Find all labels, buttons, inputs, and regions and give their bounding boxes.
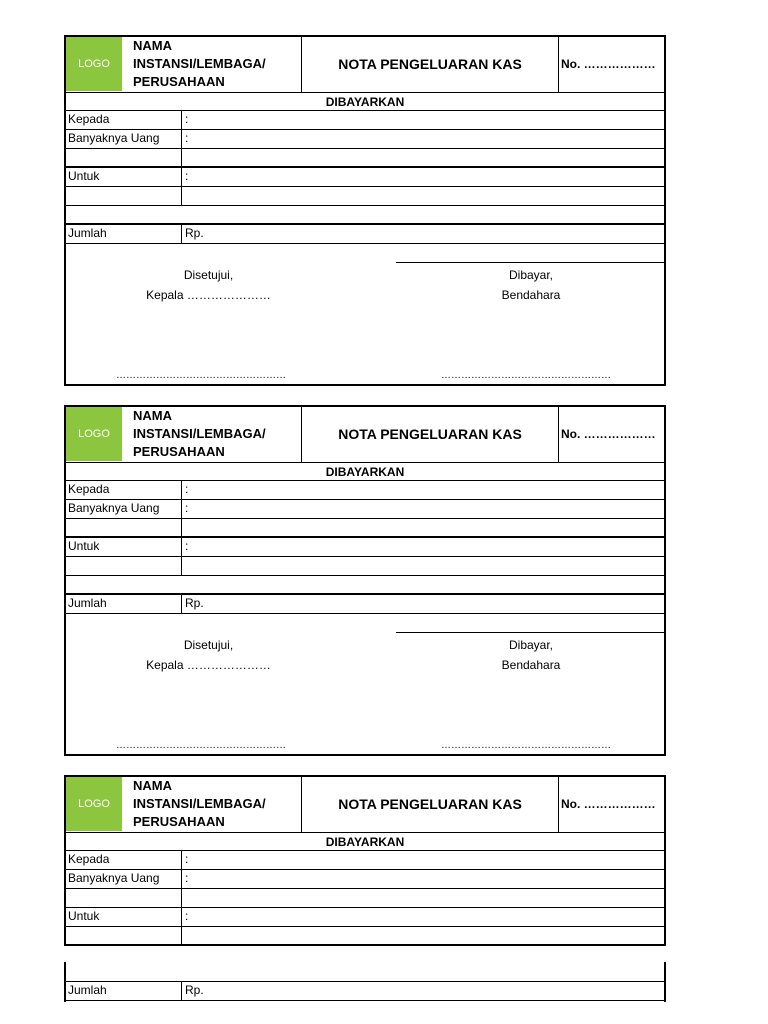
- untuk-row-2: [66, 187, 664, 206]
- banyaknya-row: [66, 130, 664, 149]
- organization-name: [133, 407, 301, 461]
- untuk-row: [66, 168, 664, 187]
- jumlah-label: Jumlah: [68, 226, 107, 240]
- section-title-text: DIBAYARKAN: [325, 465, 405, 479]
- banyaknya-label: Banyaknya Uang: [68, 131, 160, 145]
- divider: [181, 187, 182, 205]
- signature-area: [66, 244, 664, 384]
- form-header: [66, 37, 664, 93]
- jumlah-row: [66, 225, 664, 244]
- untuk-label: Untuk: [68, 909, 100, 923]
- treasurer-signature-line[interactable]: ……………………………………………: [441, 370, 611, 381]
- divider: [181, 927, 182, 946]
- org-line-1: NAMA: [133, 408, 172, 423]
- section-title-text: DIBAYARKAN: [325, 95, 405, 109]
- voucher-number: No. ………………: [561, 57, 656, 71]
- divider: [181, 111, 182, 129]
- jumlah-row: [66, 595, 664, 614]
- cash-voucher-form-3-continued: [64, 962, 666, 1002]
- head-label: Kepala …………………: [146, 288, 271, 302]
- head-label: Kepala …………………: [146, 658, 271, 672]
- form-title: NOTA PENGELUARAN KAS: [338, 796, 522, 812]
- form-title: NOTA PENGELUARAN KAS: [338, 426, 522, 442]
- divider: [396, 262, 664, 263]
- cash-voucher-form-3: [64, 775, 666, 946]
- untuk-label: Untuk: [68, 539, 100, 553]
- approved-label: Disetujui,: [183, 638, 234, 652]
- org-line-3: PERUSAHAAN: [133, 444, 225, 459]
- banyaknya-label: Banyaknya Uang: [68, 501, 160, 515]
- untuk-row: [66, 538, 664, 557]
- untuk-row: [66, 908, 664, 927]
- untuk-field[interactable]: :: [185, 909, 189, 923]
- cash-voucher-form-1: [64, 35, 666, 386]
- form-header: [66, 777, 664, 833]
- divider: [558, 37, 559, 92]
- logo-placeholder: LOGO: [66, 777, 122, 831]
- banyaknya-field[interactable]: :: [185, 501, 189, 515]
- section-title: [66, 93, 664, 111]
- divider: [181, 908, 182, 926]
- jumlah-row: [66, 982, 664, 1001]
- blank-row: [66, 206, 664, 225]
- section-title-text: DIBAYARKAN: [325, 835, 405, 849]
- org-line-3: PERUSAHAAN: [133, 74, 225, 89]
- divider: [181, 168, 182, 186]
- divider: [396, 632, 664, 633]
- head-signature-line[interactable]: ……………………………………………: [116, 370, 286, 381]
- blank-row: [66, 962, 664, 982]
- banyaknya-row: [66, 870, 664, 889]
- org-line-2: INSTANSI/LEMBAGA/: [133, 56, 266, 71]
- voucher-number: No. ………………: [561, 427, 656, 441]
- treasurer-signature-line[interactable]: ……………………………………………: [441, 740, 611, 751]
- untuk-label: Untuk: [68, 169, 100, 183]
- divider: [558, 777, 559, 832]
- banyaknya-label: Banyaknya Uang: [68, 871, 160, 885]
- untuk-field[interactable]: :: [185, 169, 189, 183]
- divider: [181, 519, 182, 536]
- divider: [181, 538, 182, 556]
- treasurer-label: Bendahara: [501, 288, 561, 302]
- kepada-row: [66, 111, 664, 130]
- logo-placeholder: LOGO: [66, 37, 122, 91]
- untuk-row-2: [66, 557, 664, 576]
- banyaknya-row: [66, 500, 664, 519]
- banyaknya-field[interactable]: :: [185, 871, 189, 885]
- untuk-row-2: [66, 927, 664, 946]
- form-title: NOTA PENGELUARAN KAS: [338, 56, 522, 72]
- approved-label: Disetujui,: [183, 268, 234, 282]
- treasurer-label: Bendahara: [501, 658, 561, 672]
- banyaknya-row-2: [66, 149, 664, 168]
- banyaknya-field[interactable]: :: [185, 131, 189, 145]
- divider: [181, 982, 182, 1000]
- organization-name: [133, 37, 301, 91]
- kepada-label: Kepada: [68, 852, 110, 866]
- form-header: [66, 407, 664, 463]
- paid-label: Dibayar,: [508, 268, 554, 282]
- divider: [181, 149, 182, 166]
- kepada-field[interactable]: :: [185, 482, 189, 496]
- kepada-row: [66, 851, 664, 870]
- divider: [181, 500, 182, 518]
- divider: [181, 130, 182, 148]
- untuk-field[interactable]: :: [185, 539, 189, 553]
- kepada-label: Kepada: [68, 482, 110, 496]
- kepada-label: Kepada: [68, 112, 110, 126]
- divider: [181, 851, 182, 869]
- organization-name: [133, 777, 301, 831]
- paid-label: Dibayar,: [508, 638, 554, 652]
- org-line-2: INSTANSI/LEMBAGA/: [133, 426, 266, 441]
- divider: [181, 870, 182, 888]
- cash-voucher-form-2: [64, 405, 666, 756]
- divider: [181, 225, 182, 243]
- logo-placeholder: LOGO: [66, 407, 122, 461]
- kepada-field[interactable]: :: [185, 112, 189, 126]
- jumlah-field[interactable]: Rp.: [185, 596, 204, 610]
- section-title: [66, 463, 664, 481]
- org-line-1: NAMA: [133, 38, 172, 53]
- org-line-1: NAMA: [133, 778, 172, 793]
- divider: [558, 407, 559, 462]
- voucher-number: No. ………………: [561, 797, 656, 811]
- blank-row: [66, 576, 664, 595]
- kepada-row: [66, 481, 664, 500]
- jumlah-label: Jumlah: [68, 596, 107, 610]
- divider: [181, 557, 182, 575]
- jumlah-label: Jumlah: [68, 983, 107, 997]
- divider: [181, 595, 182, 613]
- banyaknya-row-2: [66, 889, 664, 908]
- kepada-field[interactable]: :: [185, 852, 189, 866]
- org-line-3: PERUSAHAAN: [133, 814, 225, 829]
- divider: [181, 889, 182, 907]
- divider: [181, 481, 182, 499]
- jumlah-field[interactable]: Rp.: [185, 983, 204, 997]
- section-title: [66, 833, 664, 851]
- banyaknya-row-2: [66, 519, 664, 538]
- head-signature-line[interactable]: ……………………………………………: [116, 740, 286, 751]
- org-line-2: INSTANSI/LEMBAGA/: [133, 796, 266, 811]
- jumlah-field[interactable]: Rp.: [185, 226, 204, 240]
- signature-area: [66, 614, 664, 754]
